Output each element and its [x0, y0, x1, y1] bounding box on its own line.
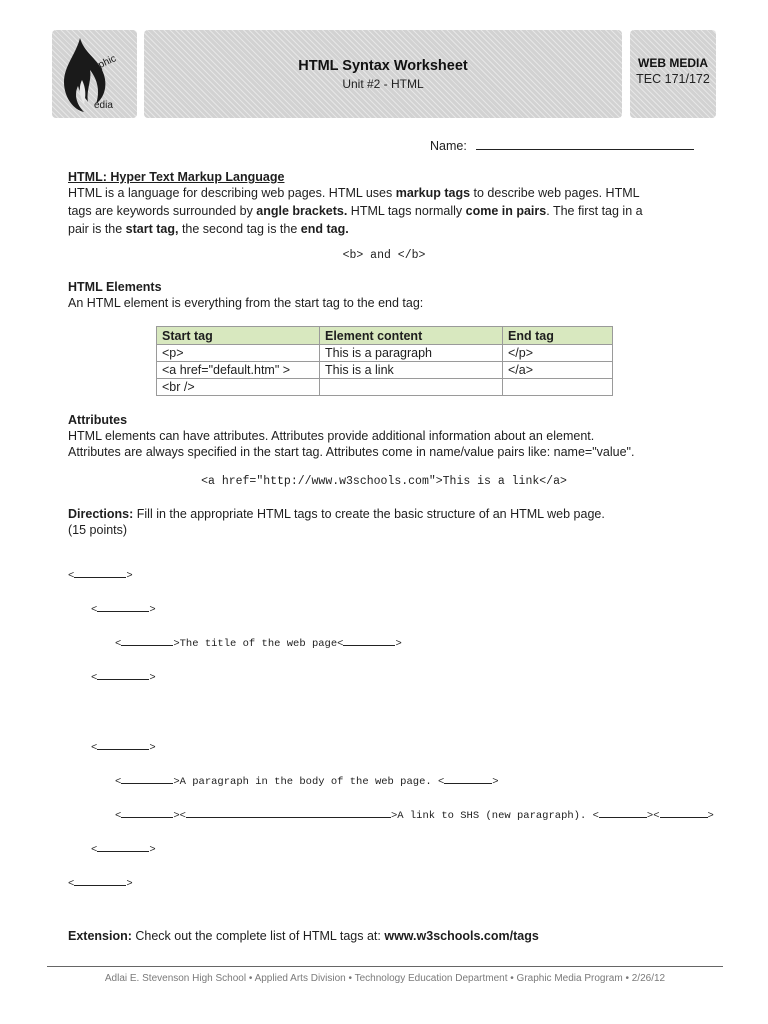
table-cell: [503, 379, 613, 396]
table-header: End tag: [503, 327, 613, 345]
answer-blank[interactable]: [121, 635, 173, 646]
answer-blank[interactable]: [186, 807, 391, 818]
name-label: Name:: [430, 139, 467, 153]
answer-blank[interactable]: [74, 567, 126, 578]
exercise-line-3: < >The title of the web page< >: [115, 635, 402, 650]
table-row: [157, 345, 613, 362]
directions-points: (15 points): [68, 523, 128, 537]
answer-blank[interactable]: [74, 875, 126, 886]
attributes-heading: Attributes: [68, 413, 128, 427]
answer-blank[interactable]: [121, 807, 173, 818]
table-header-row: [157, 327, 613, 345]
course-title: WEB MEDIA: [638, 56, 708, 70]
page-title: HTML Syntax Worksheet: [298, 58, 468, 74]
answer-blank[interactable]: [97, 841, 149, 852]
answer-blank[interactable]: [97, 739, 149, 750]
table-cell: [320, 379, 503, 396]
exercise-line-8: < >: [91, 841, 156, 856]
answer-blank[interactable]: [444, 773, 492, 784]
answer-blank[interactable]: [343, 635, 395, 646]
elements-heading: HTML Elements: [68, 280, 162, 294]
table-cell: <p>: [157, 345, 320, 362]
table-cell: This is a paragraph: [320, 345, 503, 362]
exercise-line-5: < >: [91, 739, 156, 754]
elements-description: An HTML element is everything from the start tag to the end tag:: [68, 296, 424, 310]
tag-pair-example: <b> and </b>: [342, 249, 426, 262]
exercise-line-4: < >: [91, 669, 156, 684]
table-cell: <br />: [157, 379, 320, 396]
svg-text:raphic: raphic: [88, 53, 118, 75]
table-cell: </a>: [503, 362, 613, 379]
answer-blank[interactable]: [97, 669, 149, 680]
footer: Adlai E. Stevenson High School • Applied Arts Division • Technology Education Department • Graphic Media Program • 2/26/12: [104, 973, 666, 984]
attributes-line-2: Attributes are always specified in the start tag. Attributes come in name/value pairs like: name="value".: [68, 445, 635, 459]
intro-heading: HTML: Hyper Text Markup Language: [68, 170, 285, 184]
tags-link[interactable]: www.w3schools.com/tags: [384, 929, 539, 943]
table-header: Element content: [320, 327, 503, 345]
exercise-line-7: < >< >A link to SHS (new paragraph). < >< >: [115, 807, 714, 822]
course-code: TEC 171/172: [636, 72, 710, 86]
attribute-example: <a href="http://www.w3schools.com">This is a link</a>: [201, 475, 567, 488]
title-banner: [144, 30, 622, 118]
directions: Directions: Fill in the appropriate HTML tags to create the basic structure of an HTML web page.: [68, 507, 605, 521]
elements-table: [156, 326, 613, 396]
extension: Extension: Check out the complete list of HTML tags at: www.w3schools.com/tags: [68, 929, 539, 943]
logo: [52, 30, 137, 118]
table-cell: <a href="default.htm" >: [157, 362, 320, 379]
svg-text:edia: edia: [94, 100, 113, 111]
exercise-line-2: < >: [91, 601, 156, 616]
exercise-line-9: < >: [68, 875, 133, 890]
answer-blank[interactable]: [121, 773, 173, 784]
table-cell: </p>: [503, 345, 613, 362]
table-row: [157, 362, 613, 379]
answer-blank[interactable]: [599, 807, 647, 818]
intro-paragraph: HTML is a language for describing web pages. HTML uses markup tags to describe web pages. HTML tags are keywords surrounded by angle brackets. HTML tags normally come in pairs. The first tag in a pair is the start tag, the second tag is the end tag.: [68, 186, 643, 236]
answer-blank[interactable]: [660, 807, 708, 818]
exercise-line-1: < >: [68, 567, 133, 582]
name-field: [430, 137, 694, 155]
page-subtitle: Unit #2 - HTML: [342, 77, 424, 91]
exercise-line-6: < >A paragraph in the body of the web page. < >: [115, 773, 499, 788]
table-cell: This is a link: [320, 362, 503, 379]
table-row: [157, 379, 613, 396]
answer-blank[interactable]: [97, 601, 149, 612]
flame-logo-icon: [52, 30, 137, 118]
name-blank[interactable]: [476, 139, 694, 150]
attributes-line-1: HTML elements can have attributes. Attributes provide additional information about an element.: [68, 429, 595, 443]
footer-divider: [47, 966, 723, 967]
table-header: Start tag: [157, 327, 320, 345]
